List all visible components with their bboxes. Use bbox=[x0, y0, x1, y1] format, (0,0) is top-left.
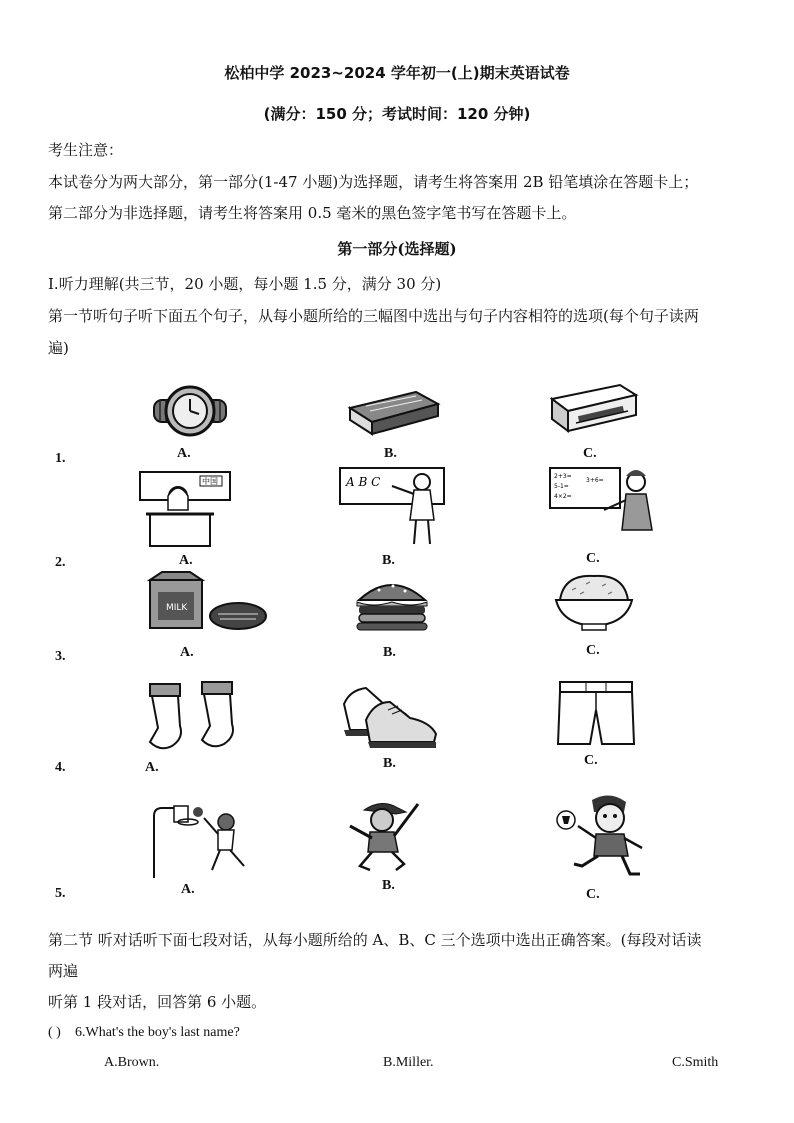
svg-text:4×2=: 4×2= bbox=[554, 493, 572, 500]
chinese-teacher-icon[interactable] bbox=[138, 470, 234, 548]
option-c-label: C. bbox=[586, 887, 600, 902]
option-c-label: C. bbox=[586, 551, 600, 566]
option-a-label: A. bbox=[181, 882, 195, 897]
notice-line-1: 本试卷分为两大部分，第一部分(1-47 小题)为选择题，请考生将答案用 2B 铅笔填涂在答题卡上； bbox=[48, 173, 699, 191]
section1-instruction-1: 第一节听句子听下面五个句子，从每小题所给的三幅图中选出与句子内容相符的选项(每个句子读两 bbox=[48, 307, 699, 325]
question-number: 4. bbox=[55, 760, 66, 775]
question-number: 3. bbox=[55, 649, 66, 664]
pencil-case-icon[interactable] bbox=[548, 381, 640, 437]
eraser-icon[interactable] bbox=[346, 386, 442, 438]
section2-instruction-1: 第二节 听对话听下面七段对话，从每小题所给的 A、B、C 三个选项中选出正确答案。(每段对话读 bbox=[48, 931, 702, 949]
option-b-label: B. bbox=[382, 553, 395, 568]
q6-option-c[interactable]: C.Smith bbox=[672, 1055, 719, 1070]
question-number: 2. bbox=[55, 555, 66, 570]
question-number: 1. bbox=[55, 451, 66, 466]
option-b-label: B. bbox=[383, 756, 396, 771]
notice-label: 考生注意： bbox=[48, 141, 124, 159]
section2-instruction-2: 两遍 bbox=[48, 962, 79, 980]
part1-heading: 第一部分(选择题) bbox=[337, 240, 457, 258]
hamburger-icon[interactable] bbox=[353, 576, 431, 632]
svg-text:5-1=: 5-1= bbox=[554, 483, 569, 490]
option-b-label: B. bbox=[383, 645, 396, 660]
svg-text:2+3=: 2+3= bbox=[554, 473, 572, 480]
notice-line-2: 第二部分为非选择题，请考生将答案用 0.5 毫米的黑色签字笔书写在答题卡上。 bbox=[48, 204, 577, 222]
option-a-label: A. bbox=[180, 645, 194, 660]
option-c-label: C. bbox=[583, 446, 597, 461]
dialog-1-instruction: 听第 1 段对话，回答第 6 小题。 bbox=[48, 993, 267, 1011]
svg-text:A B C: A B C bbox=[346, 475, 381, 489]
socks-icon[interactable] bbox=[144, 680, 242, 752]
section-i-heading: I.听力理解(共三节，20 小题，每小题 1.5 分，满分 30 分) bbox=[48, 275, 442, 293]
exam-subtitle: (满分：150 分；考试时间：120 分钟) bbox=[263, 105, 531, 123]
rice-bowl-icon[interactable] bbox=[552, 570, 636, 632]
option-c-label: C. bbox=[584, 753, 598, 768]
option-b-label: B. bbox=[382, 878, 395, 893]
option-b-label: B. bbox=[384, 446, 397, 461]
question-number: 5. bbox=[55, 886, 66, 901]
baseball-icon[interactable] bbox=[340, 796, 424, 872]
option-a-label: A. bbox=[145, 760, 159, 775]
watch-icon[interactable] bbox=[150, 378, 230, 444]
option-c-label: C. bbox=[586, 643, 600, 658]
sneakers-icon[interactable] bbox=[340, 680, 440, 752]
basketball-icon[interactable] bbox=[146, 804, 258, 878]
shorts-icon[interactable] bbox=[556, 680, 636, 746]
svg-text:中国: 中国 bbox=[202, 477, 218, 486]
q6-option-b[interactable]: B.Miller. bbox=[383, 1055, 434, 1070]
math-teacher-icon[interactable] bbox=[546, 464, 658, 532]
svg-text:3+6=: 3+6= bbox=[586, 477, 604, 484]
q6-answer-blank[interactable]: ( ) bbox=[48, 1025, 61, 1040]
exam-title: 松柏中学 2023~2024 学年初一(上)期末英语试卷 bbox=[224, 64, 570, 82]
section1-instruction-2: 遍) bbox=[48, 339, 69, 357]
svg-text:MILK: MILK bbox=[166, 603, 188, 613]
soccer-icon[interactable] bbox=[552, 792, 648, 878]
q6-option-a[interactable]: A.Brown. bbox=[104, 1055, 160, 1070]
q6-question: 6.What's the boy's last name? bbox=[75, 1025, 240, 1040]
option-a-label: A. bbox=[179, 553, 193, 568]
option-a-label: A. bbox=[177, 446, 191, 461]
english-teacher-icon[interactable] bbox=[338, 462, 448, 548]
milk-bread-icon[interactable] bbox=[146, 570, 268, 632]
